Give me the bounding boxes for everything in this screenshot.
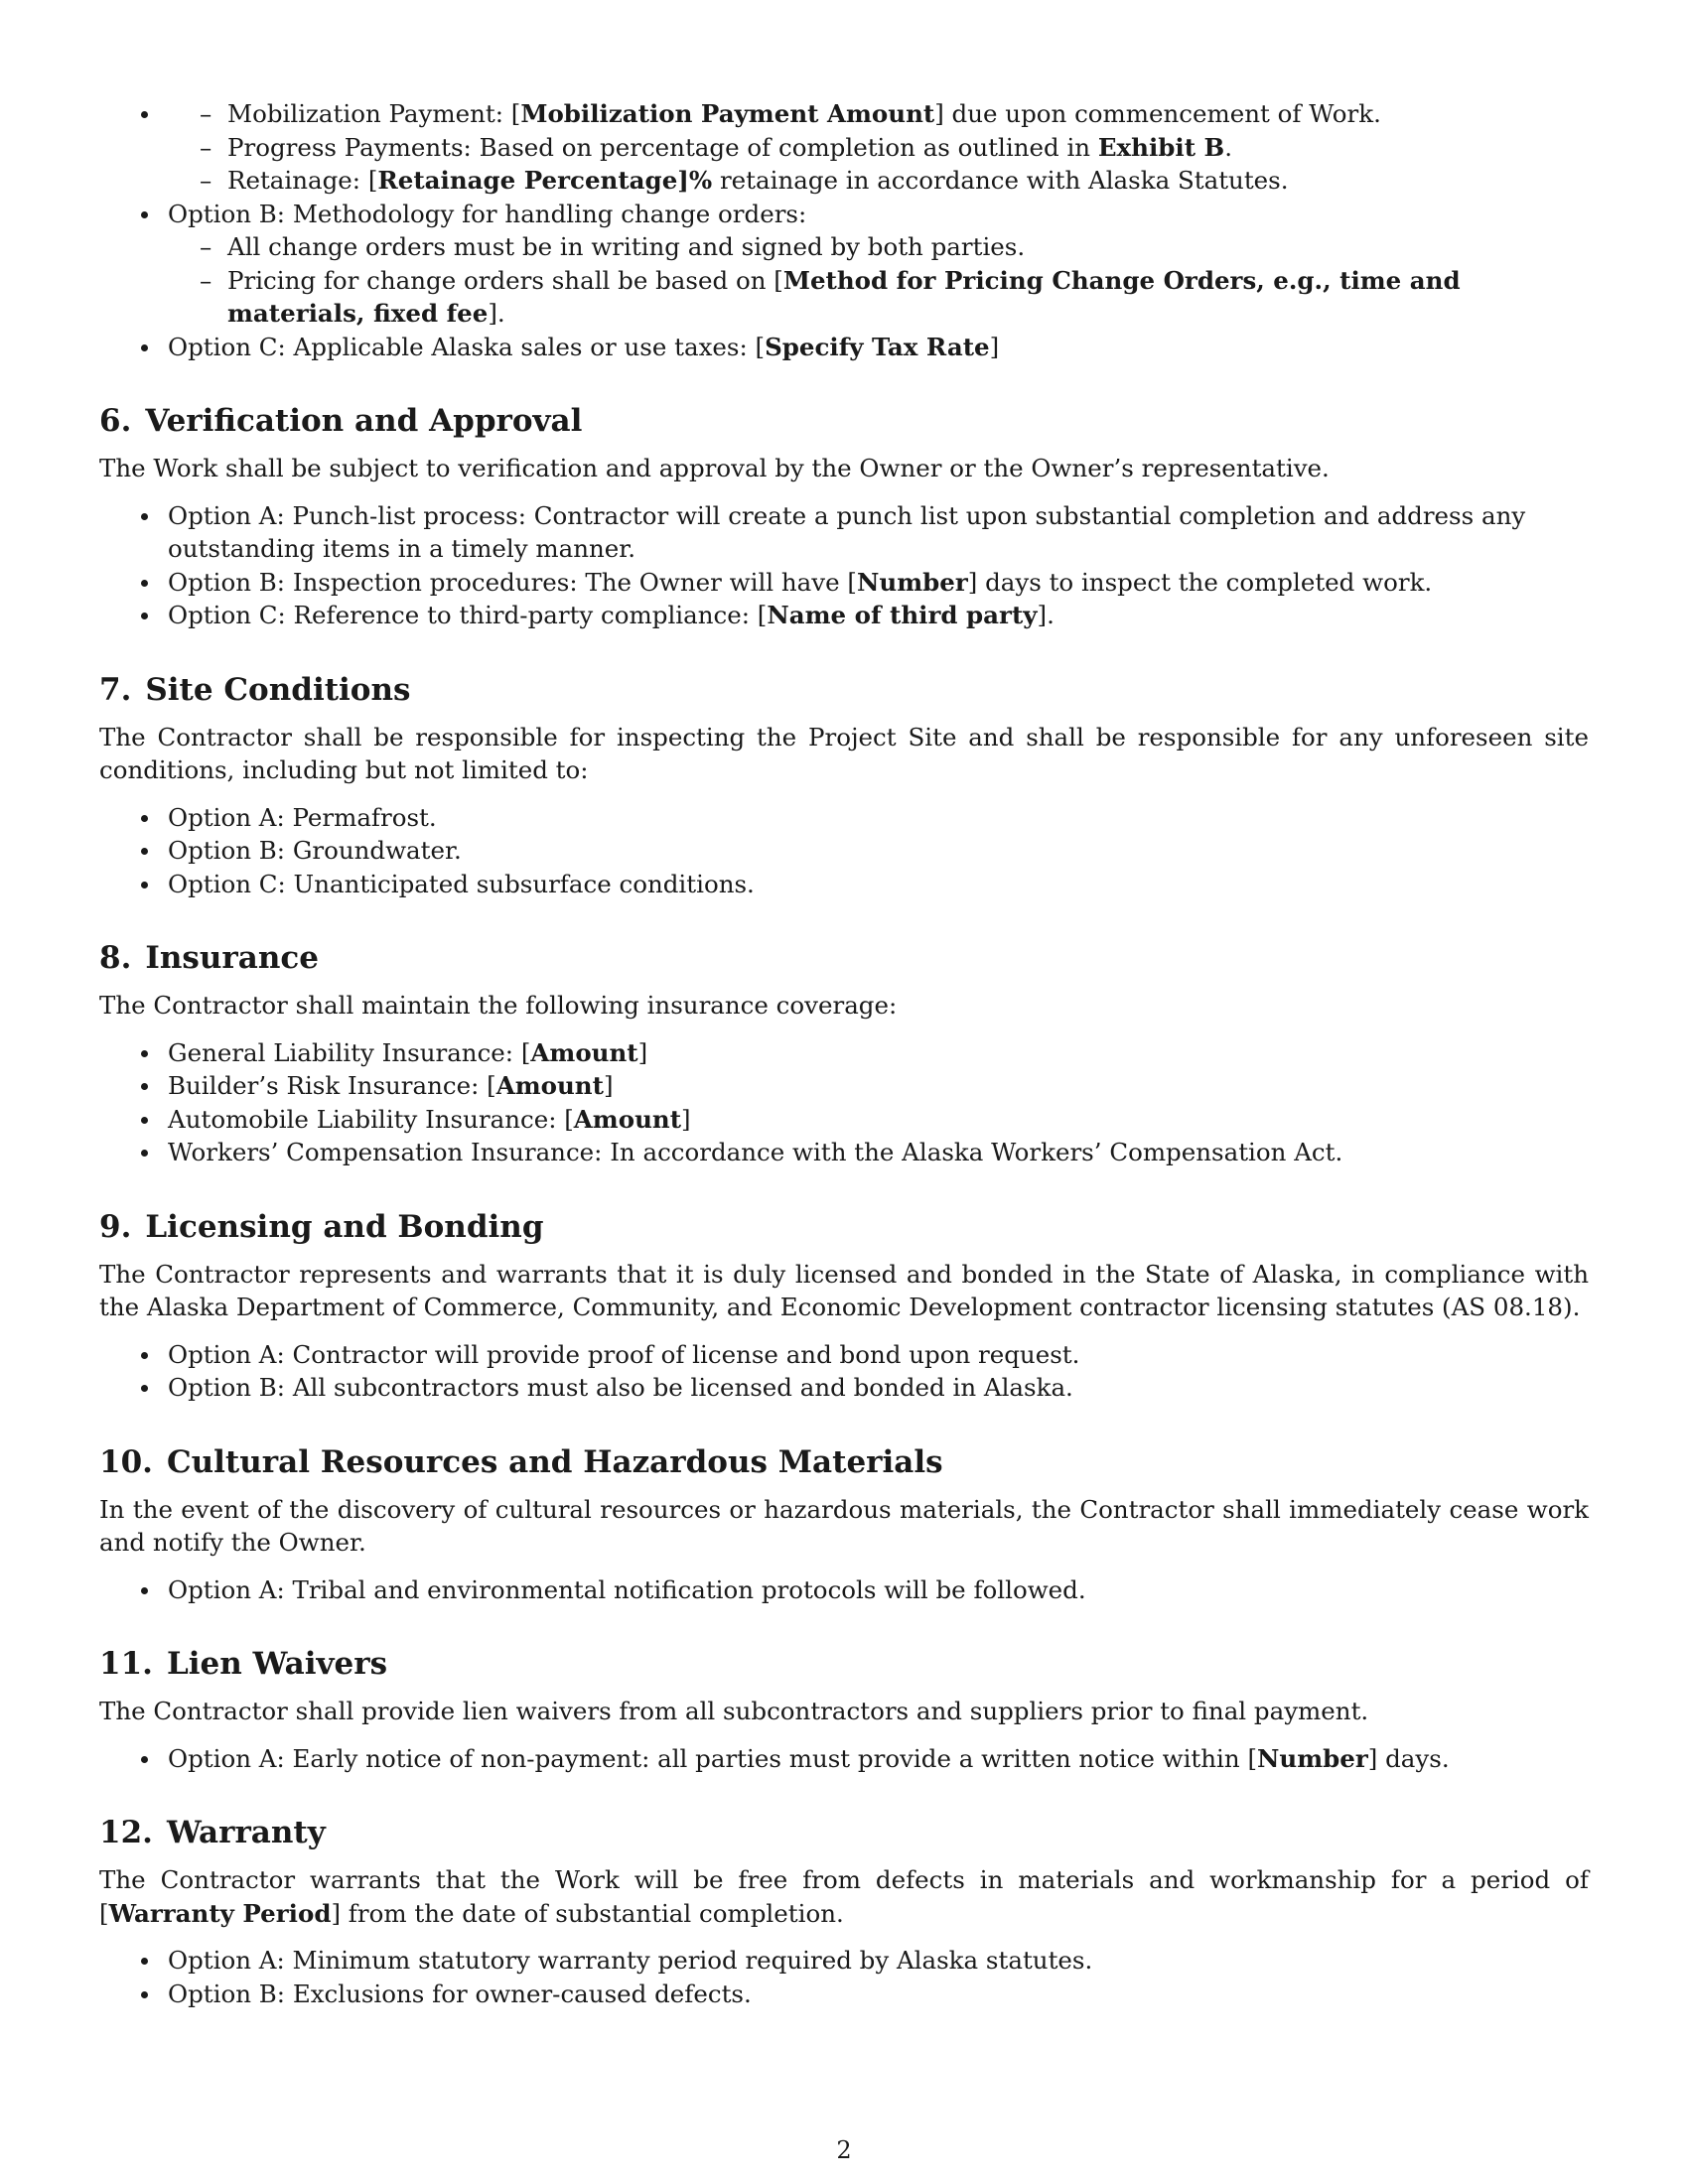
section-heading	[99, 1813, 1589, 1852]
section-options-list	[99, 1573, 1589, 1607]
list-item: Option C: Applicable Alaska sales or use taxes: [Specify Tax Rate]	[99, 331, 1589, 364]
list-item: General Liability Insurance: [Amount]	[99, 1036, 1589, 1070]
list-item: Option A: Tribal and environmental notification protocols will be followed.	[99, 1573, 1589, 1607]
list-item: Option B: Inspection procedures: The Owner will have [Number] days to inspect the completed work.	[99, 566, 1589, 600]
section	[99, 1442, 1589, 1607]
list-item: Option C: Reference to third-party compliance: [Name of third party].	[99, 599, 1589, 632]
section-title: Lien Waivers	[166, 1646, 388, 1682]
section-paragraph: The Contractor shall provide lien waivers from all subcontractors and suppliers prior to final payment.	[99, 1697, 1369, 1725]
section-heading	[99, 1442, 1589, 1482]
section-paragraph: The Contractor shall be responsible for inspecting the Project Site and shall be responsible for any unforeseen site conditions, including but not limited to:	[99, 722, 1589, 784]
section-title: Warranty	[166, 1815, 326, 1850]
list-item	[99, 97, 1589, 198]
list-item: Option A: Contractor will provide proof of license and bond upon request.	[99, 1338, 1589, 1372]
option-b-sublist	[99, 230, 1589, 331]
list-item: Option A: Punch-list process: Contractor will create a punch list upon substantial completion and address any outstanding items in a timely manner.	[99, 499, 1589, 566]
option-a-sublist	[99, 97, 1589, 198]
section-paragraph: The Work shall be subject to verification and approval by the Owner or the Owner’s representative.	[99, 454, 1330, 482]
section-number: 11.	[99, 1646, 153, 1682]
section-paragraph: The Contractor represents and warrants that it is duly licensed and bonded in the State of Alaska, in compliance with the Alaska Department of Commerce, Community, and Economic Development contractor licensing statutes (AS 08.18).	[99, 1259, 1589, 1321]
payment-options-list-2	[99, 198, 1589, 364]
section-number: 7.	[99, 671, 132, 708]
section-title: Cultural Resources and Hazardous Materials	[166, 1443, 943, 1480]
section-options-list	[99, 801, 1589, 901]
sections-container	[99, 401, 1589, 2010]
section-title: Verification and Approval	[145, 403, 583, 439]
payment-options-list	[99, 97, 1589, 198]
section-paragraph: The Contractor warrants that the Work will be free from defects in materials and workmanship for a period of [Warranty Period] from the date of substantial completion.	[99, 1865, 1589, 1928]
list-item: – Pricing for change orders shall be based on [Method for Pricing Change Orders, e.g., time and materials, fixed fee].	[99, 264, 1589, 331]
section-options-list	[99, 1036, 1589, 1169]
section-number: 12.	[99, 1815, 153, 1850]
section-title: Site Conditions	[145, 671, 411, 708]
section-number: 6.	[99, 403, 132, 439]
section-heading	[99, 670, 1589, 710]
section-options-list	[99, 499, 1589, 632]
list-item: – Mobilization Payment: [Mobilization Payment Amount] due upon commencement of Work.	[99, 97, 1589, 131]
list-item: Automobile Liability Insurance: [Amount]	[99, 1103, 1589, 1137]
list-item: Option B: Exclusions for owner-caused defects.	[99, 1978, 1589, 2011]
page-number: 2	[836, 2136, 852, 2164]
section	[99, 1207, 1589, 1405]
section-heading	[99, 1207, 1589, 1247]
list-item: Option B: Groundwater.	[99, 834, 1589, 868]
list-item: Option B: All subcontractors must also be licensed and bonded in Alaska.	[99, 1371, 1589, 1405]
list-item: – All change orders must be in writing and signed by both parties.	[99, 230, 1589, 264]
list-item: Option A: Minimum statutory warranty period required by Alaska statutes.	[99, 1944, 1589, 1978]
section-heading	[99, 938, 1589, 978]
section-title: Licensing and Bonding	[145, 1208, 544, 1245]
document-page	[99, 97, 1589, 2010]
list-item: Option A: Permafrost.	[99, 801, 1589, 835]
section-title: Insurance	[145, 940, 319, 976]
list-item: Option B: Methodology for handling change orders: – All change orders must be in writing and signed by both parties. – Pricing for change orders shall be based on [Method for Pricing Change Orders, e.g., time and materials, fixed fee].	[99, 198, 1589, 331]
list-item: – Retainage: [Retainage Percentage]% retainage in accordance with Alaska Statutes.	[99, 164, 1589, 198]
list-item: Builder’s Risk Insurance: [Amount]	[99, 1069, 1589, 1103]
list-item: Workers’ Compensation Insurance: In accordance with the Alaska Workers’ Compensation Act.	[99, 1136, 1589, 1169]
section-options-list	[99, 1742, 1589, 1776]
section-number: 10.	[99, 1443, 153, 1480]
section	[99, 1644, 1589, 1775]
list-item: Option C: Unanticipated subsurface conditions.	[99, 868, 1589, 901]
section-number: 8.	[99, 940, 132, 976]
section-heading	[99, 401, 1589, 441]
section-paragraph: In the event of the discovery of cultural resources or hazardous materials, the Contractor shall immediately cease work and notify the Owner.	[99, 1494, 1589, 1557]
section-options-list	[99, 1944, 1589, 2010]
section	[99, 938, 1589, 1169]
section-number: 9.	[99, 1208, 132, 1245]
section	[99, 1813, 1589, 2010]
list-item: Option A: Early notice of non-payment: all parties must provide a written notice within [Number] days.	[99, 1742, 1589, 1776]
section	[99, 401, 1589, 632]
section	[99, 670, 1589, 901]
section-heading	[99, 1644, 1589, 1684]
list-item: – Progress Payments: Based on percentage of completion as outlined in Exhibit B.	[99, 131, 1589, 165]
section-options-list	[99, 1338, 1589, 1405]
section-paragraph: The Contractor shall maintain the following insurance coverage:	[99, 991, 898, 1020]
